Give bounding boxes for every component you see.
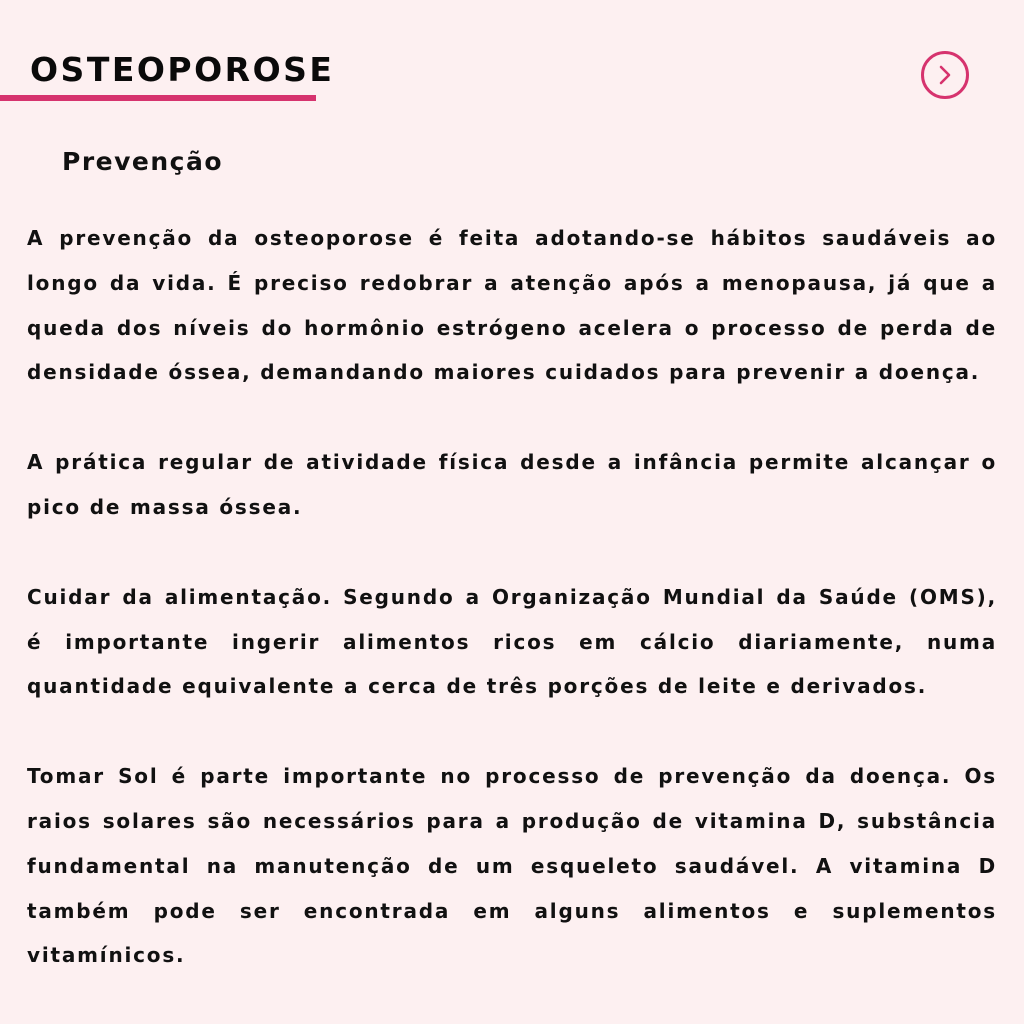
chevron-right-icon [935, 63, 955, 87]
paragraph-diet: Cuidar da alimentação. Segundo a Organização Mundial da Saúde (OMS), é importante ingerir alimentos ricos em cálcio diariamente, numa quantidade equivalente a cerca de três porções de leite e derivados. [27, 584, 997, 699]
section-subtitle: Prevenção [62, 147, 224, 176]
paragraph-sun: Tomar Sol é parte importante no processo de prevenção da doença. Os raios solares são necessários para a produção de vitamina D, substância fundamental na manutenção de um esqueleto saudável. A vitamina D também pode ser encontrada em alguns alimentos e suplementos vitamínicos. [27, 764, 997, 968]
next-button[interactable] [921, 51, 969, 99]
content-body [27, 216, 997, 978]
paragraph-physical-activity: A prática regular de atividade física desde a infância permite alcançar o pico de massa óssea. [27, 450, 997, 519]
page-title: OSTEOPOROSE [30, 50, 335, 89]
title-underline [0, 95, 316, 101]
paragraph-prevention: A prevenção da osteoporose é feita adotando-se hábitos saudáveis ao longo da vida. É preciso redobrar a atenção após a menopausa, já que a queda dos níveis do hormônio estrógeno acelera o processo de perda de densidade óssea, demandando maiores cuidados para prevenir a doença. [27, 226, 997, 385]
